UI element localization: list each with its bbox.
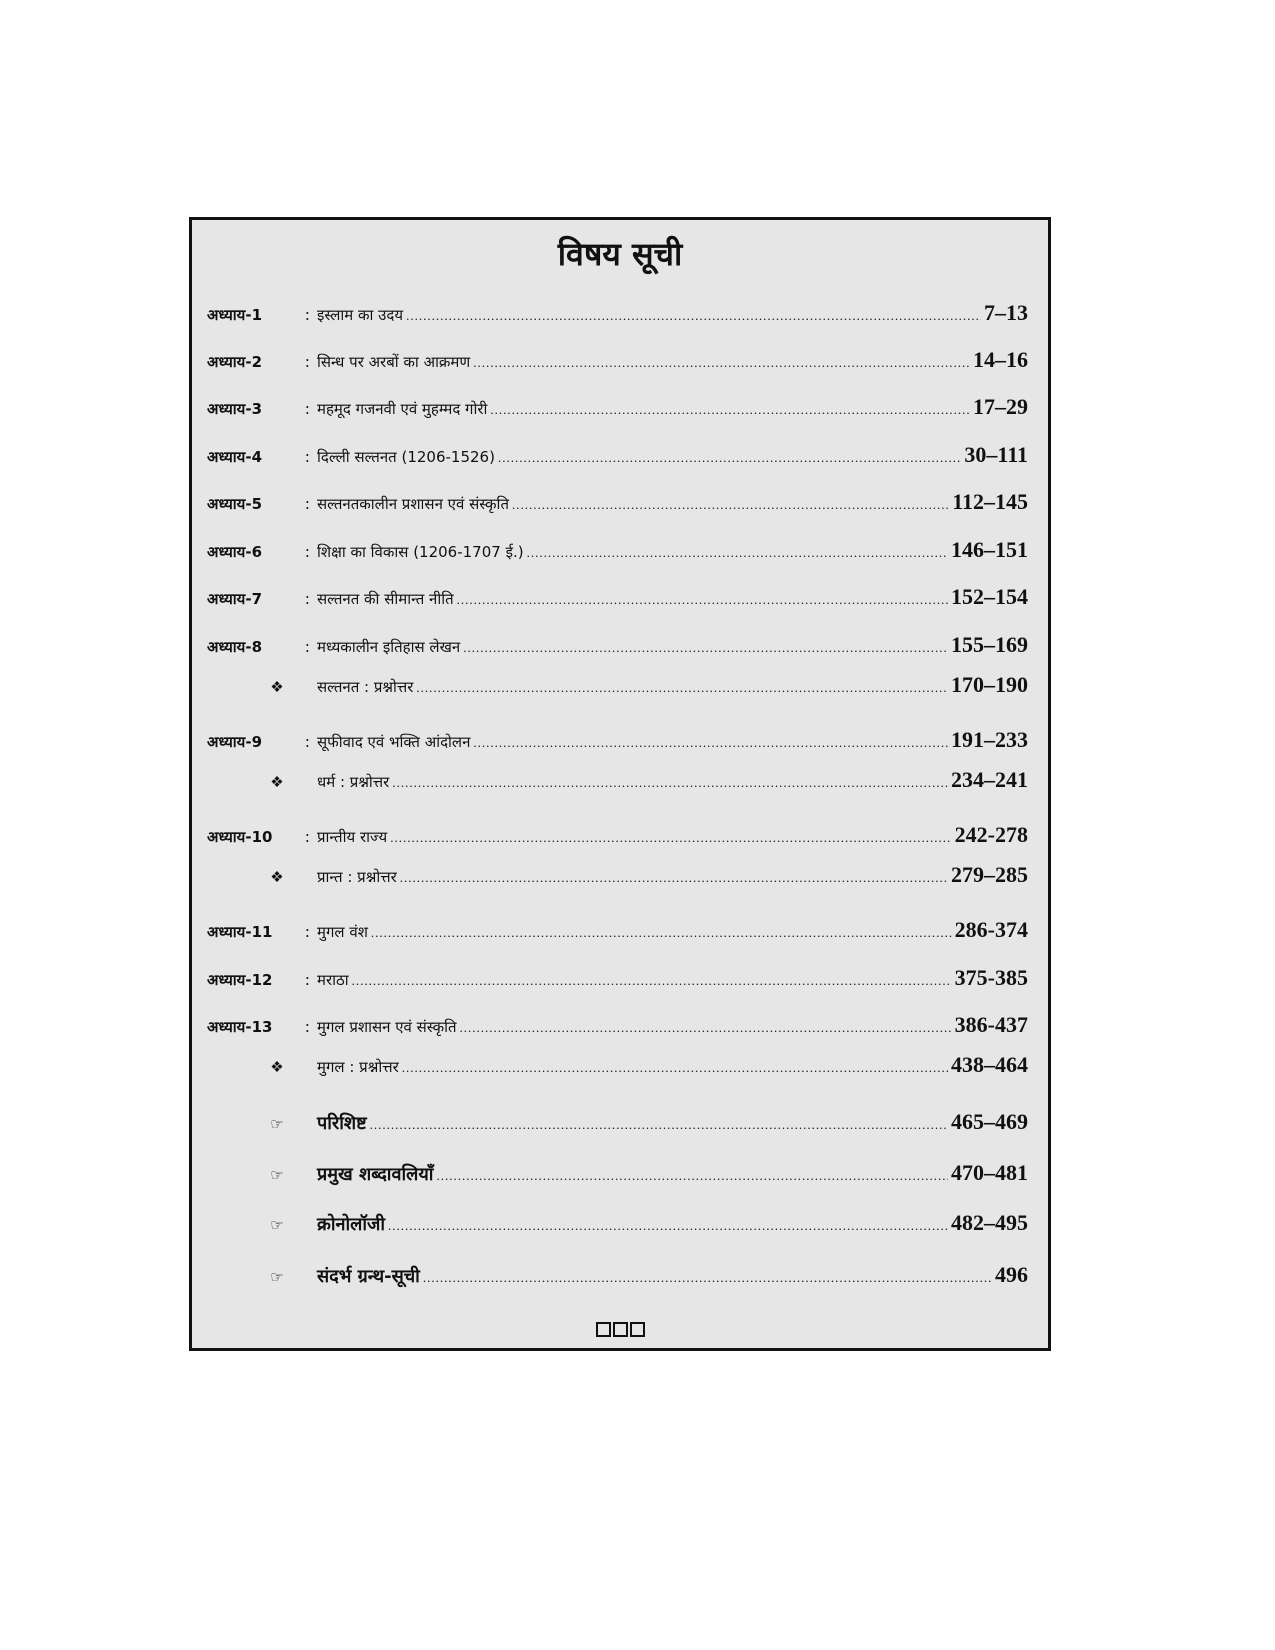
chapter-label: अध्याय-10 xyxy=(207,828,273,846)
entry-title: धर्म : प्रश्नोत्तर xyxy=(317,773,390,791)
page-range: 191–233 xyxy=(951,727,1028,752)
page-range: 7–13 xyxy=(984,300,1028,325)
square-icon xyxy=(596,1322,611,1337)
page-range: 234–241 xyxy=(951,767,1028,792)
page-range: 496 xyxy=(995,1262,1028,1287)
entry-title: सल्तनत की सीमान्त नीति xyxy=(317,590,454,608)
dot-leader xyxy=(436,1168,948,1184)
dot-leader xyxy=(371,925,952,941)
entry-title: मुगल वंश xyxy=(317,923,368,941)
entry-title: महमूद गजनवी एवं मुहम्मद गोरी xyxy=(317,400,488,418)
entry-title: सूफीवाद एवं भक्ति आंदोलन xyxy=(317,733,471,751)
square-icon xyxy=(630,1322,645,1337)
dot-leader xyxy=(402,1060,948,1076)
square-icon xyxy=(613,1322,628,1337)
colon: : xyxy=(305,1017,310,1036)
colon: : xyxy=(305,732,310,751)
toc-entry[interactable] xyxy=(207,347,1028,377)
dot-leader xyxy=(457,592,948,608)
pointing-hand-icon: ☞ xyxy=(270,1218,284,1234)
entry-title: मुगल : प्रश्नोत्तर xyxy=(317,1058,399,1076)
diamond-bullet-icon: ❖ xyxy=(270,870,284,886)
entry-title: शिक्षा का विकास (1206-1707 ई.) xyxy=(317,543,524,561)
page-range: 155–169 xyxy=(951,632,1028,657)
colon: : xyxy=(305,352,310,371)
page-range: 242-278 xyxy=(954,822,1028,847)
page-range: 386-437 xyxy=(954,1012,1028,1037)
page-range: 482–495 xyxy=(951,1210,1028,1235)
entry-title: प्रमुख शब्दावलियाँ xyxy=(317,1164,434,1185)
chapter-label: अध्याय-2 xyxy=(207,353,263,371)
dot-leader xyxy=(498,450,961,466)
dot-leader xyxy=(527,545,948,561)
chapter-label: अध्याय-6 xyxy=(207,543,263,561)
entry-title: परिशिष्ट xyxy=(317,1113,367,1134)
toc-entry[interactable] xyxy=(207,632,1028,662)
colon: : xyxy=(305,305,310,324)
chapter-label: अध्याय-5 xyxy=(207,495,263,513)
toc-entry[interactable] xyxy=(207,300,1028,330)
entry-title: सल्तनतकालीन प्रशासन एवं संस्कृति xyxy=(317,495,509,513)
toc-entry[interactable] xyxy=(207,862,1028,892)
pointing-hand-icon: ☞ xyxy=(270,1270,284,1286)
colon: : xyxy=(305,399,310,418)
toc-entry[interactable] xyxy=(207,1109,1028,1139)
chapter-label: अध्याय-13 xyxy=(207,1018,273,1036)
page-range: 30–111 xyxy=(964,442,1028,467)
page-range: 465–469 xyxy=(951,1109,1028,1134)
colon: : xyxy=(305,447,310,466)
toc-entry[interactable] xyxy=(207,767,1028,797)
entry-title: मराठा xyxy=(317,971,349,989)
dot-leader xyxy=(423,1270,992,1286)
page-range: 286-374 xyxy=(954,917,1028,942)
page-range: 146–151 xyxy=(951,537,1028,562)
diamond-bullet-icon: ❖ xyxy=(270,1060,284,1076)
dot-leader xyxy=(490,402,970,418)
chapter-label: अध्याय-8 xyxy=(207,638,263,656)
entry-title: क्रोनोलॉजी xyxy=(317,1214,386,1235)
colon: : xyxy=(305,589,310,608)
entry-title: सिन्ध पर अरबों का आक्रमण xyxy=(317,353,471,371)
toc-entry[interactable] xyxy=(207,537,1028,567)
chapter-label: अध्याय-9 xyxy=(207,733,263,751)
chapter-label: अध्याय-3 xyxy=(207,400,263,418)
dot-leader xyxy=(406,308,981,324)
dot-leader xyxy=(512,497,949,513)
chapter-label: अध्याय-7 xyxy=(207,590,263,608)
page-range: 112–145 xyxy=(952,489,1028,514)
chapter-label: अध्याय-1 xyxy=(207,306,263,324)
toc-entry[interactable] xyxy=(207,1210,1028,1240)
toc-entry[interactable] xyxy=(207,1052,1028,1082)
toc-entry[interactable] xyxy=(207,442,1028,472)
toc-entry[interactable] xyxy=(207,822,1028,852)
page-range: 152–154 xyxy=(951,584,1028,609)
chapter-label: अध्याय-4 xyxy=(207,448,263,466)
entry-title: संदर्भ ग्रन्थ-सूची xyxy=(317,1266,420,1287)
page-range: 17–29 xyxy=(973,394,1028,419)
dot-leader xyxy=(400,870,948,886)
entry-title: मुगल प्रशासन एवं संस्कृति xyxy=(317,1018,457,1036)
entry-title: सल्तनत : प्रश्नोत्तर xyxy=(317,678,414,696)
diamond-bullet-icon: ❖ xyxy=(270,775,284,791)
entry-title: मध्यकालीन इतिहास लेखन xyxy=(317,638,461,656)
toc-entry[interactable] xyxy=(207,584,1028,614)
entry-title: इस्लाम का उदय xyxy=(317,306,404,324)
page-range: 279–285 xyxy=(951,862,1028,887)
toc-entry[interactable] xyxy=(207,1160,1028,1190)
page-range: 375-385 xyxy=(954,965,1028,990)
dot-leader xyxy=(473,735,948,751)
chapter-label: अध्याय-12 xyxy=(207,971,273,989)
toc-entry[interactable] xyxy=(207,917,1028,947)
page-title: विषय सूची xyxy=(557,235,683,273)
colon: : xyxy=(305,542,310,561)
dot-leader xyxy=(392,775,948,791)
dot-leader xyxy=(388,1218,948,1234)
end-mark xyxy=(192,1322,1048,1342)
toc-entry[interactable] xyxy=(207,1012,1028,1042)
entry-title: दिल्ली सल्तनत (1206-1526) xyxy=(317,448,495,466)
dot-leader xyxy=(390,830,951,846)
diamond-bullet-icon: ❖ xyxy=(270,680,284,696)
table-of-contents xyxy=(189,217,1051,1351)
dot-leader xyxy=(416,680,948,696)
colon: : xyxy=(305,637,310,656)
colon: : xyxy=(305,922,310,941)
dot-leader xyxy=(460,1020,952,1036)
page-range: 438–464 xyxy=(951,1052,1028,1077)
pointing-hand-icon: ☞ xyxy=(270,1117,284,1133)
toc-entry[interactable] xyxy=(207,1262,1028,1292)
dot-leader xyxy=(463,640,948,656)
toc-entry[interactable] xyxy=(207,672,1028,702)
toc-entry[interactable] xyxy=(207,489,1028,519)
dot-leader xyxy=(473,355,970,371)
colon: : xyxy=(305,494,310,513)
page-range: 14–16 xyxy=(973,347,1028,372)
toc-entry[interactable] xyxy=(207,394,1028,424)
entry-title: प्रान्तीय राज्य xyxy=(317,828,388,846)
chapter-label: अध्याय-11 xyxy=(207,923,273,941)
page-range: 170–190 xyxy=(951,672,1028,697)
colon: : xyxy=(305,970,310,989)
page-range: 470–481 xyxy=(951,1160,1028,1185)
entry-title: प्रान्त : प्रश्नोत्तर xyxy=(317,868,397,886)
colon: : xyxy=(305,827,310,846)
dot-leader xyxy=(352,973,952,989)
pointing-hand-icon: ☞ xyxy=(270,1168,284,1184)
dot-leader xyxy=(370,1117,948,1133)
toc-entry[interactable] xyxy=(207,727,1028,757)
toc-entry[interactable] xyxy=(207,965,1028,995)
